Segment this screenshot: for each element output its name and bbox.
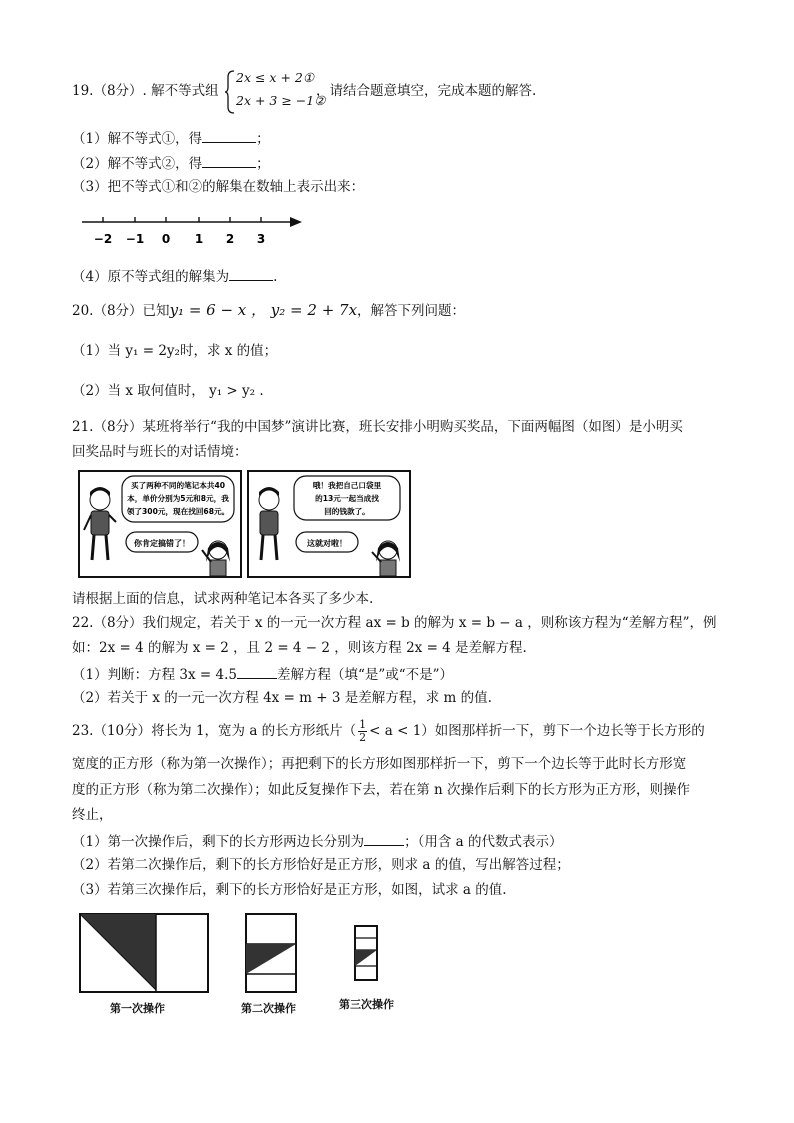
answer-blank[interactable] xyxy=(202,153,256,168)
number-line-label: −2 xyxy=(93,232,113,246)
svg-text:哦！我把自己口袋里: 哦！我把自己口袋里 xyxy=(312,481,382,490)
q19-part2: （2）解不等式②，得 ； xyxy=(72,153,270,173)
inequality-1: 2x ≤ x + 2① xyxy=(236,70,315,85)
q23-part1: （1）第一次操作后，剩下的长方形两边长分别为 ；（用含 a 的代数式表示） xyxy=(72,831,562,851)
q19-part4: （4）原不等式组的解集为 . xyxy=(72,266,277,286)
q22-line1: 22.（8分）我们规定，若关于 x 的一元一次方程 ax = b 的解为 x = b − a ，则称该方程为“差解方程”，例 xyxy=(72,615,717,631)
q20-part1: （1）当 y₁ = 2y₂时，求 x 的值； xyxy=(72,343,278,359)
system-brace xyxy=(224,70,236,114)
q19-part3: （3）把不等式①和②的解集在数轴上表示出来： xyxy=(72,179,365,195)
q23-line1: 23.（10分）将长为 1，宽为 a 的长方形纸片（ $\frac{1}{2}$ < a < 1）如图那样折一下，剪下一个边长等于长方形的 xyxy=(72,718,705,744)
q23-line4: 终止， xyxy=(72,807,113,823)
number-line-label: −1 xyxy=(125,232,145,246)
q23-part2: （2）若第二次操作后，剩下的长方形恰好是正方形，则求 a 的值，写出解答过程； xyxy=(72,857,570,873)
arrow-icon xyxy=(290,217,302,227)
svg-text:的13元一起当成找: 的13元一起当成找 xyxy=(315,494,379,503)
caption-first: 第一次操作 xyxy=(110,1002,165,1015)
q20-head: 20.（8分）已知y₁ = 6 − x ， y₂ = 2 + 7x，解答下列问题： xyxy=(72,301,466,319)
comic-illustration xyxy=(78,470,412,578)
answer-blank[interactable] xyxy=(364,831,404,846)
number-line-label: 2 xyxy=(225,232,235,246)
fraction: $\frac{1}{2}$ xyxy=(359,718,367,744)
third-operation-figure xyxy=(355,926,377,980)
number-line xyxy=(78,208,308,250)
answer-blank[interactable] xyxy=(229,266,273,281)
inequality-2: 2x + 3 ≥ −1② xyxy=(236,93,326,108)
svg-text:领了300元，现在找回68元。: 领了300元，现在找回68元。 xyxy=(126,507,230,516)
folding-diagrams xyxy=(78,912,408,994)
q20-part2: （2）当 x 取何值时， y₁ > y₂ . xyxy=(72,383,264,399)
q21-question: 请根据上面的信息，试求两种笔记本各买了多少本. xyxy=(72,591,374,607)
q23-line3: 度的正方形（称为第二次操作）；如此反复操作下去，若在第 n 次操作后剩下的长方形为正方形，则操作 xyxy=(72,782,691,798)
q21-line1: 21.（8分）某班将举行“我的中国梦”演讲比赛，班长安排小明购买奖品，下面两幅图（如图）是小明买 xyxy=(72,419,683,435)
q21-line2: 回奖品时与班长的对话情境： xyxy=(72,444,248,460)
first-operation-figure xyxy=(80,914,208,992)
number-line-label: 0 xyxy=(161,232,171,246)
number-line-label: 3 xyxy=(256,232,266,246)
q23-part3: （3）若第三次操作后，剩下的长方形恰好是正方形，如图，试求 a 的值. xyxy=(72,882,507,898)
svg-text:买了两种不同的笔记本共40: 买了两种不同的笔记本共40 xyxy=(130,481,226,490)
caption-second: 第二次操作 xyxy=(241,1002,296,1015)
svg-text:回的钱款了。: 回的钱款了。 xyxy=(324,507,370,516)
caption-third: 第三次操作 xyxy=(339,998,394,1011)
q19-part1: （1）解不等式①，得 ； xyxy=(72,128,270,148)
svg-text:这就对啦！: 这就对啦！ xyxy=(307,539,347,548)
number-line-label: 1 xyxy=(194,232,204,246)
q22-line2: 如：2x = 4 的解为 x = 2 ，且 2 = 4 − 2 ，则该方程 2x = 4 是差解方程. xyxy=(72,640,527,656)
q19-head: 19.（8分）. 解不等式组 xyxy=(72,83,219,99)
second-operation-figure xyxy=(246,914,296,992)
q22-part1: （1）判断：方程 3x = 4.5 差解方程（填“是”或“不是”） xyxy=(72,664,453,684)
svg-text:本，单价分别为5元和8元，我: 本，单价分别为5元和8元，我 xyxy=(127,494,229,503)
answer-blank[interactable] xyxy=(237,664,277,679)
svg-text:你肯定搞错了！: 你肯定搞错了！ xyxy=(134,539,190,548)
q23-line2: 宽度的正方形（称为第一次操作）；再把剩下的长方形如图那样折一下，剪下一个边长等于此时长方形宽 xyxy=(72,756,687,772)
q22-part2: （2）若关于 x 的一元一次方程 4x = m + 3 是差解方程，求 m 的值. xyxy=(72,690,492,706)
answer-blank[interactable] xyxy=(202,128,256,143)
q19-tail: ，请结合题意填空，完成本题的解答. xyxy=(316,83,537,99)
